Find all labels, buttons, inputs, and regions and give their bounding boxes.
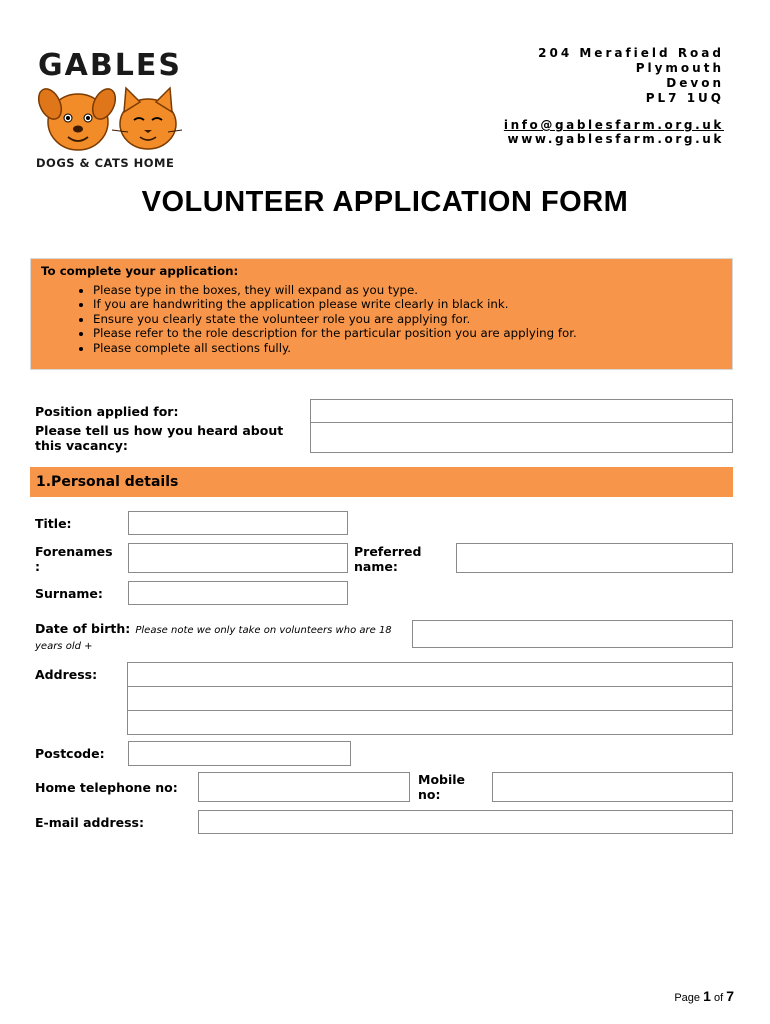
home-telephone-input[interactable] (198, 772, 410, 802)
website-text: www.gablesfarm.org.uk (507, 132, 724, 146)
home-telephone-label: Home telephone no: (35, 780, 178, 795)
instruction-item: • Please type in the boxes, they will expand as you type. (93, 283, 722, 297)
dob-label: Date of birth: (35, 621, 131, 636)
instructions-list (41, 283, 722, 355)
page-current: 1 (703, 988, 711, 1004)
preferred-name-label: Preferred name: (354, 544, 422, 574)
instruction-item: • Please refer to the role description for the particular position you are applying for. (93, 326, 722, 340)
dog-cat-logo-icon (36, 82, 186, 154)
preferred-name-input[interactable] (456, 543, 733, 573)
address-line: PL7 1UQ (645, 91, 724, 105)
mobile-input[interactable] (492, 772, 733, 802)
page-total: 7 (726, 988, 734, 1004)
instructions-heading: To complete your application: (41, 264, 239, 278)
address-line-2-input[interactable] (127, 686, 733, 711)
title-input[interactable] (128, 511, 348, 535)
logo-subtitle: DOGS & CATS HOME (36, 156, 175, 170)
email-label: E-mail address: (35, 815, 144, 830)
page-word: Page (674, 992, 701, 1004)
instruction-item: • If you are handwriting the application please write clearly in black ink. (93, 297, 722, 311)
page-title: VOLUNTEER APPLICATION FORM (141, 186, 629, 218)
surname-input[interactable] (128, 581, 348, 605)
instruction-item: • Please complete all sections fully. (93, 341, 722, 355)
dob-label-group (35, 621, 405, 653)
instruction-item: • Ensure you clearly state the volunteer role you are applying for. (93, 312, 722, 326)
dob-note: Please note we only take on volunteers who are 18 years old + (35, 625, 392, 652)
contact-details (504, 118, 724, 146)
page-of: of (713, 992, 724, 1004)
email-link[interactable]: info@gablesfarm.org.uk (503, 118, 724, 132)
postcode-label: Postcode: (35, 746, 105, 761)
position-input[interactable] (310, 399, 733, 423)
postcode-input[interactable] (128, 741, 351, 766)
address-line-1-input[interactable] (127, 662, 733, 687)
page-number (674, 988, 734, 1004)
position-label: Position applied for: (35, 404, 179, 419)
heard-about-label: Please tell us how you heard about this vacancy: (35, 423, 284, 453)
address-line-3-input[interactable] (127, 710, 733, 735)
mobile-label: Mobile no: (418, 772, 466, 802)
heard-about-input[interactable] (310, 422, 733, 453)
email-input[interactable] (198, 810, 733, 834)
address-line: 204 Merafield Road (538, 46, 724, 60)
instructions-box (30, 258, 733, 370)
postal-address (538, 46, 724, 106)
forenames-label: Forenames : (35, 544, 113, 574)
title-label: Title: (35, 516, 72, 531)
dob-input[interactable] (412, 620, 733, 648)
logo-title: GABLES (38, 48, 182, 83)
surname-label: Surname: (35, 586, 103, 601)
forenames-input[interactable] (128, 543, 348, 573)
address-label: Address: (35, 667, 98, 682)
address-line: Plymouth (635, 61, 724, 75)
section-heading-personal-details: 1.Personal details (30, 467, 733, 497)
address-line: Devon (666, 76, 724, 90)
